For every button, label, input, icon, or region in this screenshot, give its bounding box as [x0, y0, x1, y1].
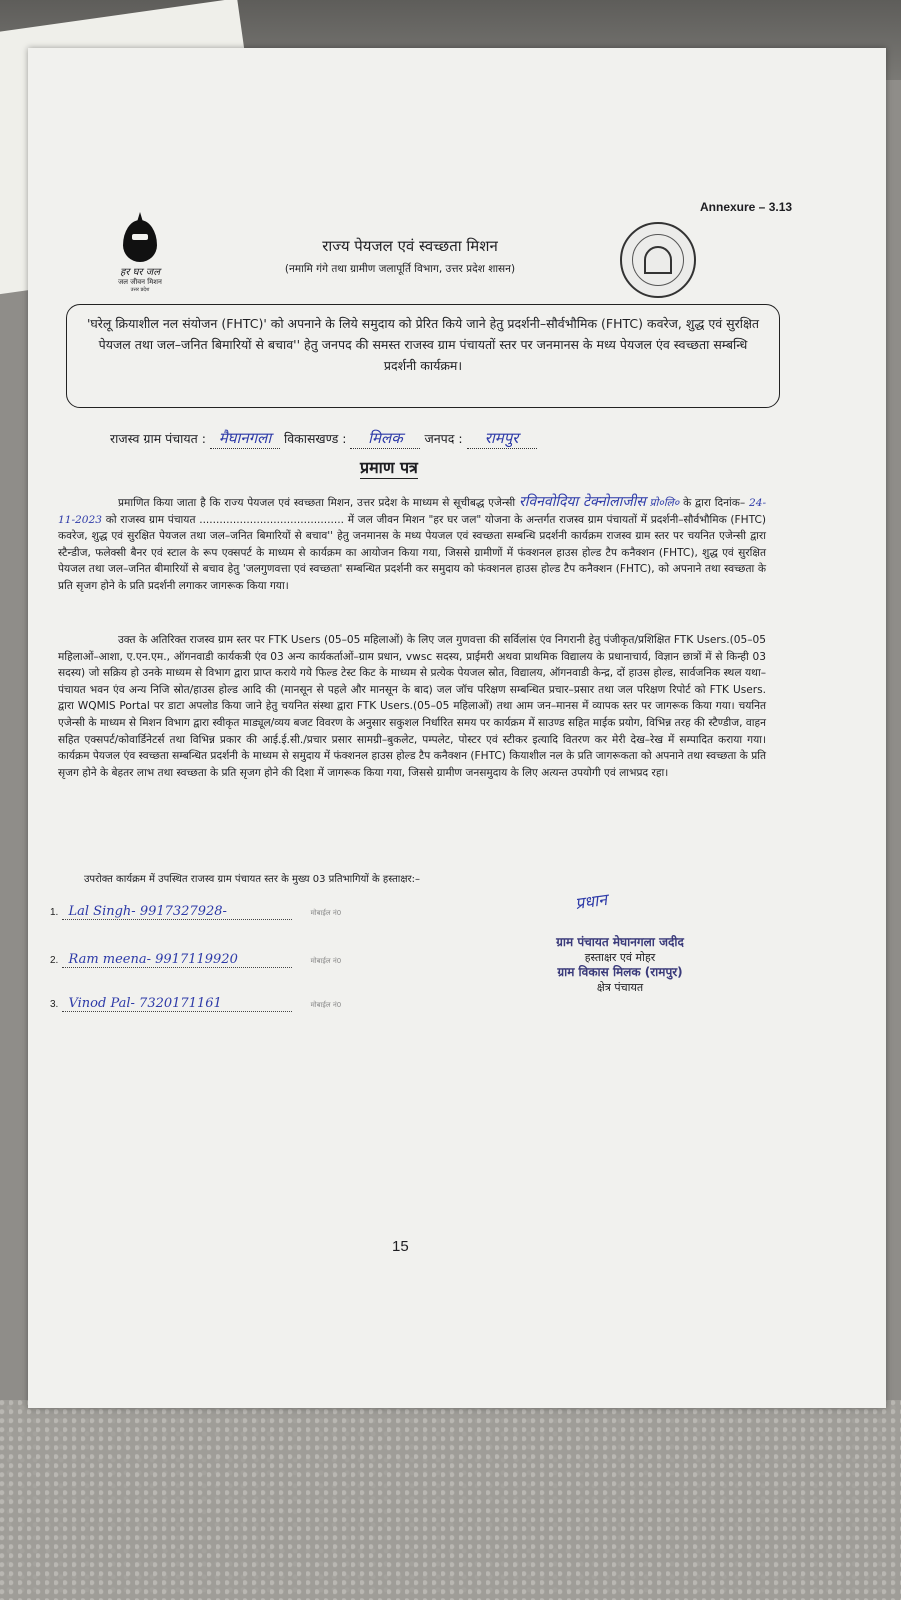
agency-name-handwritten: रविनवोदिया टेक्नोलाजीस: [519, 494, 646, 510]
event-date-handwritten: 24-11-2023: [58, 497, 767, 526]
signatory-row: [50, 904, 410, 920]
certificate-paragraph-1: [58, 494, 766, 595]
jal-jeevan-mission-logo: [105, 220, 175, 293]
carpet-surface: [0, 1400, 901, 1600]
gram-panchayat-label: राजस्व ग्राम पंचायत :: [110, 431, 206, 446]
logo-text-3: उत्तर प्रदेश: [130, 287, 150, 293]
para1-text-b: के द्वारा दिनांक–: [683, 497, 746, 509]
block-value: मिलक: [350, 428, 420, 449]
para1-text-a: प्रमाणित किया जाता है कि राज्य पेयजल एवं स्वच्छता मिशन, उत्तर प्रदेश के माध्यम से सूचीबद्ध एजेन्सी: [118, 497, 516, 509]
signatory-row: [50, 952, 410, 968]
mobile-label: मोबाईल नं0: [310, 1001, 342, 1009]
certificate-title: प्रमाण पत्र: [360, 458, 418, 477]
mobile-label: मोबाईल नं0: [310, 957, 342, 965]
pradhan-signature: प्रधान: [573, 889, 609, 914]
district-value: रामपुर: [467, 428, 537, 449]
logo-text-2: जल जीवन मिशन: [118, 278, 162, 286]
up-government-emblem-icon: [620, 222, 696, 298]
logo-text-1: हर घर जल: [120, 267, 160, 278]
signatory-number: 2.: [50, 955, 59, 966]
gram-panchayat-value: मैघानगला: [210, 428, 280, 449]
para1-text-c: को राजस्व ग्राम पंचायत ........................................... में जल जीवन मिशन "हर घर जल" योजना के अन्तर्गत राजस्व ग्राम पंचायतों में प्रदर्शनी–सौर्वभौमिक (FHTC) कवरेज, शुद्ध एवं सुरक्षित पेयजल तथा जल–जनित बिमारियों से बचाव'' हेतु जनमानस के मध्य पेयजल एवं स्वच्छता सम्बन्धि प्रदर्शनी कार्यक्रम राजस्व ग्राम स्तर पर चयनित एजेन्सी द्वारा स्टैन्डीज, फलेक्सी बैनर एवं स्टाल के रूप एक्सपर्ट के माध्यम से कार्यक्रम का आयोजन किया गया, जिससे ग्रामीणों में फंक्शनल हाउस होल्ड टैप कनैक्शन (FHTC), शुद्ध एवं सुरक्षित पेयजल तथा जल–जनित बीमारियों से बचाव हेतु 'जलगुणवत्ता एवं स्वच्छता' सम्बन्धित प्रदर्शनी कर समुदाय को फंक्शनल हाउस होल्ड टैप कनैक्शन (FHTC), को अपनाने तथा स्वच्छता के प्रति सृजग होने के प्रति प्रदर्शनी लगाकर जागरूक किया गया।: [58, 513, 766, 592]
annexure-label: Annexure – 3.13: [700, 200, 793, 214]
block-label: विकासखण्ड :: [283, 431, 347, 446]
page-number: 15: [392, 1238, 409, 1255]
stamp-line-1: ग्राम पंचायत मेघानगला जदीद: [556, 935, 684, 949]
signatory-number: 3.: [50, 999, 59, 1010]
mission-subtitle: (नमामि गंगे तथा ग्रामीण जलापूर्ति विभाग, उत्तर प्रदेश शासन): [284, 263, 516, 275]
signatory-number: 1.: [50, 907, 59, 918]
certificate-paragraph-2: [58, 632, 766, 781]
location-fields: [110, 428, 760, 449]
panchayat-stamp: [520, 935, 720, 995]
program-description-box: 'घरेलू क्रियाशील नल संयोजन (FHTC)' को अपनाने के लिये समुदाय को प्रेरित किये जाने हेतु प्रदर्शनी–सौर्वभौमिक (FHTC) कवरेज, शुद्ध एवं सुरक्षित पेयजल तथा जल–जनित बिमारियों से बचाव'' हेतु जनपद की समस्त राजस्व ग्राम पंचायतों स्तर पर जनमानस के मध्य पेयजल एंव स्वच्छता सम्बन्धि प्रदर्शनी कार्यक्रम।: [66, 304, 780, 408]
stamp-line-4: क्षेत्र पंचायत: [596, 981, 644, 994]
signatory-handwritten: Lal Singh- 9917327928-: [62, 904, 292, 920]
signatures-intro: उपरोक्त कार्यक्रम में उपस्थित राजस्व ग्राम पंचायत स्तर के मुख्य 03 प्रतिभागियों के हस्ताक्षर:–: [83, 874, 421, 885]
water-drop-tap-icon: [123, 220, 157, 262]
district-label: जनपद :: [424, 431, 463, 446]
mission-title: राज्य पेयजल एवं स्वच्छता मिशन: [322, 237, 498, 255]
signatory-handwritten: Vinod Pal- 7320171161: [62, 996, 292, 1012]
mobile-label: मोबाईल नं0: [310, 909, 342, 917]
para2-text: उक्त के अतिरिक्त राजस्व ग्राम स्तर पर FTK Users (05–05 महिलाओं) के लिए जल गुणवत्ता की सर्विलांस एंव निगरानी हेतु पंजीकृत/प्रशिक्षित FTK Users.(05–05 महिलाओं–आशा, ए.एन.एम., ऑगनवाडी कार्यकत्री एंव 03 अन्य कार्यकर्ताओं–ग्राम प्रधान, vwsc सदस्य, प्राईमरी अथवा प्राथमिक विद्यालय के प्रधानाचार्य, विज्ञान छात्रों में से किन्ही 03 सदस्य) जो सक्रिय हो उनके माध्यम से विभाग द्वारा प्राप्त कराये गये फिल्ड टेस्ट किट के माध्यम से प्रत्येक पेयजल स्रोत, विद्यालय, ऑगनवाडी केन्द्र, दों हाउस होल्ड, सार्वजनिक स्थल यथा–पंचायत भवन एंव अन्य निजि स्रोत/हाउस होल्ड आदि की (मानसून से पहले और मानसून के बाद) जल जॉच परिक्षण सम्बन्धित प्रचार–प्रसार तथा जल परिक्षण रिपोर्ट को FTK Users. द्वारा WQMIS Portal पर डाटा अपलोड किया जाने हेतु चयनित संस्था द्वारा FTK Users.(05–05 महिलाओं) तथा आम जन–मानस में व्यापक स्तर पर जागरूक किया गया। चयनित एजेन्सी के माध्यम से मिशन विभाग द्वारा स्वीकृत माड्यूल/व्यय बजट विवरण के अनुसार सकुशल निर्धारित समय पर कार्यक्रम में साउण्ड सहित माईक प्रयोग, विभिन्न तरह की स्टैण्डीज, वाहन सहित एक्सपर्ट/कोवार्डिनेटर्स तथा विभिन्न प्रकार की आई.ई.सी./प्रचार प्रसार सामग्री–बुकलेट, पम्पलेट, पोस्टर एवं स्टीकर इत्यादि वितरण कर मेरी देख–रेख में सम्पादित कराया गया। कार्यक्रम पेयजल एंव स्वच्छता सम्बन्धित प्रदर्शनी के माध्यम से समुदाय में फंक्शनल हाउस होल्ड टैप कनैक्शन (FHTC) कियाशील नल के प्रति जागरूकता को अपनाने तथा स्वच्छता के प्रति सृजग होने के बेहतर लाभ तथा स्वच्छता के प्रति सृजग होने की दिशा में जागरूक किया गया, जिससे ग्रामीण जनसमुदाय के लिए अत्यन्त उपयोगी एवं लाभप्रद रहा।: [58, 634, 766, 779]
stamp-line-3: ग्राम विकास मिलक (रामपुर): [557, 965, 683, 979]
agency-suffix-handwritten: प्रो०लि०: [649, 497, 680, 509]
stamp-line-2: हस्ताक्षर एवं मोहर: [584, 951, 656, 964]
signatory-row: [50, 996, 410, 1012]
signatory-handwritten: Ram meena- 9917119920: [62, 952, 292, 968]
